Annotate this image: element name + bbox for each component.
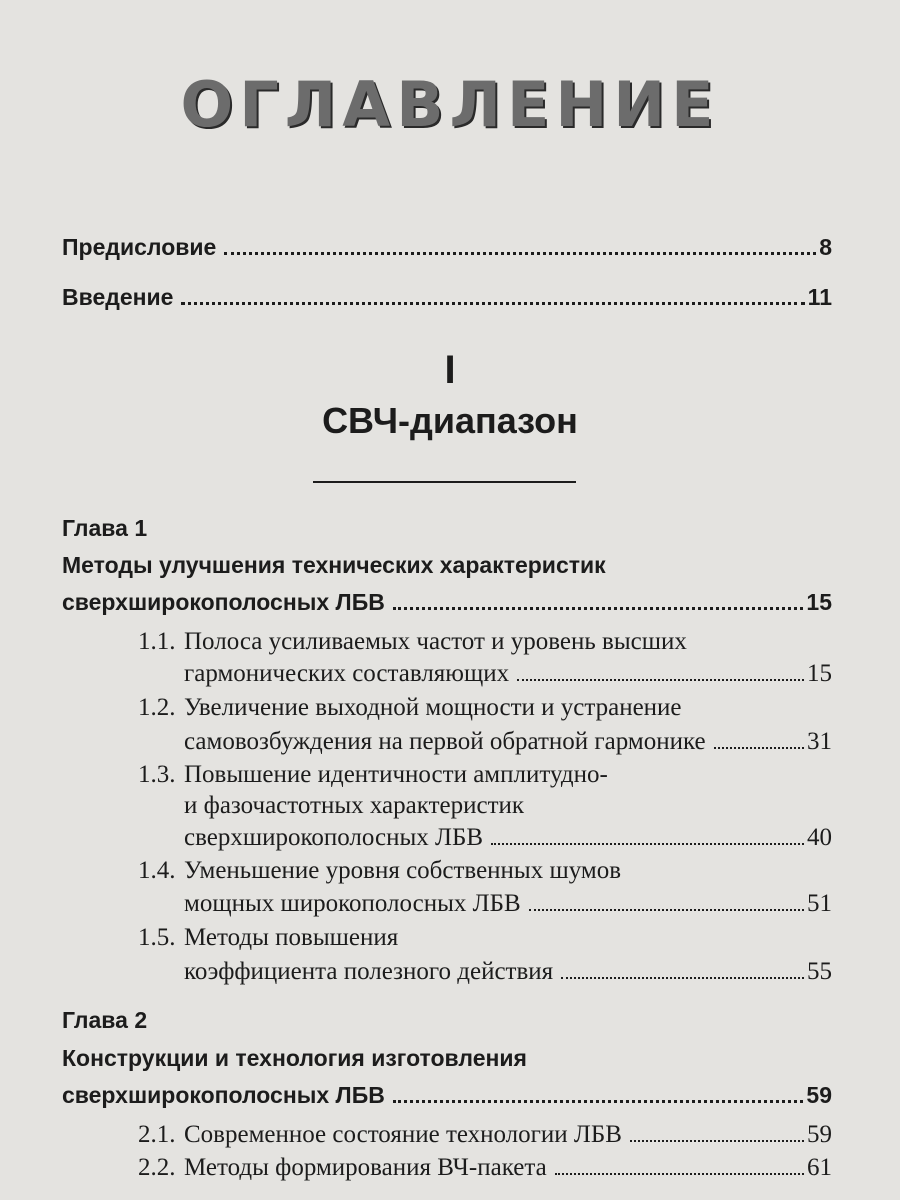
section-title-line: сверхширокополосных ЛБВ [184,824,484,851]
section-1-4-line-1 [138,857,621,885]
leader-dots [517,679,804,681]
leader-dots [224,252,816,255]
section-number: 1.2. [138,694,176,721]
entry-label: Предисловие [62,234,217,260]
section-title-line: Современное состояние технологии ЛБВ [184,1121,622,1148]
section-1-2-line-1 [138,694,682,722]
section-title-line: коэффициента полезного действия [184,958,554,985]
page-number: 31 [807,728,832,755]
page-number: 55 [807,958,832,985]
chapter-heading: Глава 2 [62,1007,148,1033]
leader-dots [555,1173,804,1175]
section-number: 1.3. [138,761,176,788]
page-number: 61 [807,1154,832,1181]
section-number: 2.2. [138,1154,176,1181]
leader-dots [561,977,804,979]
page-number: 15 [807,660,832,687]
page-number: 11 [807,284,832,310]
toc-entry-section-1-3[interactable] [184,824,832,852]
toc-entry-section-2-1[interactable] [138,1121,832,1149]
toc-entry-chapter-1[interactable] [62,589,832,616]
chapter-heading: Глава 1 [62,515,148,541]
part-number: I [444,348,456,392]
leader-dots [393,1100,804,1103]
toc-entry-section-1-1[interactable] [184,660,832,688]
toc-entry-section-2-2[interactable] [138,1154,832,1182]
section-title-line: Методы повышения [184,924,399,951]
section-title-line: самовозбуждения на первой обратной гармонике [184,728,706,755]
leader-dots [714,747,804,749]
toc-entry-section-1-4[interactable] [184,890,832,918]
divider [313,481,576,483]
section-title-line: Методы формирования ВЧ-пакета [184,1154,547,1181]
chapter-title-line: Конструкции и технология изготовления [62,1045,527,1071]
section-number: 1.4. [138,857,176,884]
leader-dots [491,843,804,845]
toc-entry-preface[interactable] [62,234,832,261]
toc-entry-section-1-2[interactable] [184,728,832,756]
page-number: 40 [807,824,832,851]
section-1-3-line-1 [138,761,608,789]
page-title: ОГЛАВЛЕНИЕ [180,68,720,141]
chapter-title-line: Методы улучшения технических характеристик [62,552,606,578]
section-title-line: Полоса усиливаемых частот и уровень высших [184,628,687,655]
section-title-line: Увеличение выходной мощности и устранение [184,694,682,721]
page-number: 59 [807,1121,832,1148]
leader-dots [181,302,804,305]
toc-entry-introduction[interactable] [62,284,832,311]
section-title-line: Уменьшение уровня собственных шумов [184,857,622,884]
leader-dots [529,909,804,911]
chapter-title-line: сверхширокополосных ЛБВ [62,589,385,615]
chapter-title-line: сверхширокополосных ЛБВ [62,1082,385,1108]
section-number: 2.1. [138,1121,176,1148]
section-number: 1.1. [138,628,176,655]
part-title: СВЧ-диапазон [322,400,578,441]
section-number: 1.5. [138,924,176,951]
leader-dots [630,1140,804,1142]
section-title-line: и фазочастотных характеристик [184,792,525,819]
section-title-line: мощных широкополосных ЛБВ [184,890,521,917]
section-title-line: Повышение идентичности амплитудно- [184,761,608,788]
page-number: 51 [807,890,832,917]
section-1-1-line-1 [138,628,687,656]
section-1-5-line-1 [138,924,398,952]
toc-entry-section-1-5[interactable] [184,958,832,986]
page-number: 59 [806,1082,832,1108]
leader-dots [393,607,804,610]
toc-entry-chapter-2[interactable] [62,1082,832,1109]
section-title-line: гармонических составляющих [184,660,510,687]
page-number: 8 [819,234,832,260]
entry-label: Введение [62,284,174,310]
page-number: 15 [806,589,832,615]
